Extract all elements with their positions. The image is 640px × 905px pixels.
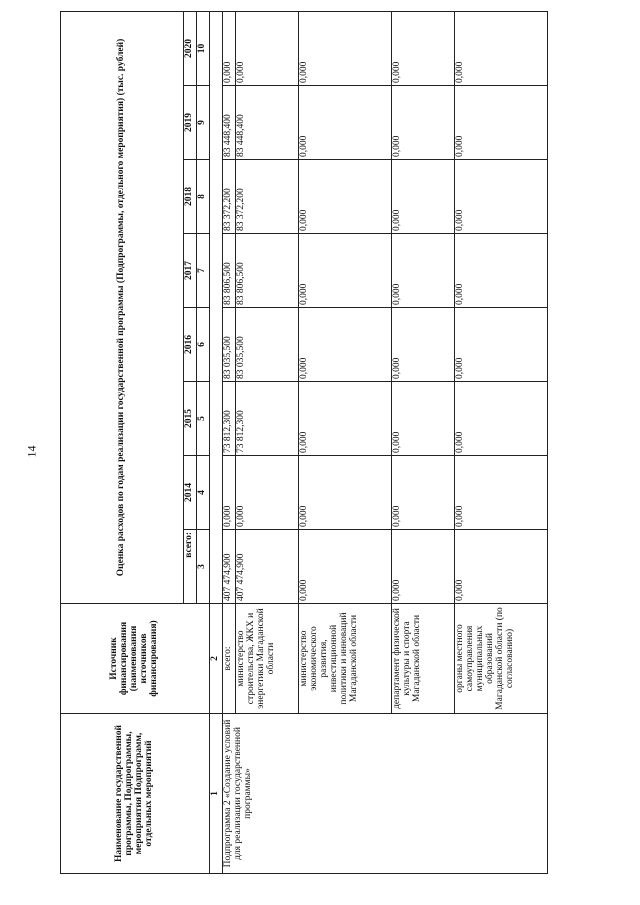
header-source: Источник финансирования (наименования источников финансирования) [61,604,210,714]
value-cell: 83 806,500 [222,234,235,308]
source-cell: министерство экономического развития, инвестиционной политики и инноваций Магаданской области [298,604,391,714]
column-number: 9 [196,86,209,160]
value-cell: 0,000 [454,382,547,456]
column-number: 1 [209,714,222,874]
header-total: всего: [184,530,197,604]
column-number: 8 [196,160,209,234]
program-name: Подпрограмма 2 «Создание условий для реализации государственной программы» [222,714,547,874]
header-year: 2015 [184,382,197,456]
column-number: 2 [209,604,222,714]
value-cell: 0,000 [391,86,454,160]
value-cell: 0,000 [391,160,454,234]
value-cell: 0,000 [391,234,454,308]
value-cell: 0,000 [391,11,454,85]
value-cell: 0,000 [222,456,235,530]
value-cell: 83 372,200 [222,160,235,234]
value-cell: 0,000 [454,86,547,160]
column-number: 3 [196,530,209,604]
value-cell: 73 812,300 [222,382,235,456]
header-year: 2016 [184,308,197,382]
column-number-row [209,11,222,873]
value-cell: 407 474,900 [235,530,298,604]
column-number: 7 [196,234,209,308]
column-number: 4 [196,456,209,530]
value-cell: 0,000 [391,382,454,456]
value-cell: 407 474,900 [222,530,235,604]
header-year: 2019 [184,86,197,160]
value-cell: 0,000 [298,160,391,234]
value-cell: 0,000 [454,530,547,604]
column-number: 5 [196,382,209,456]
header-year: 2018 [184,160,197,234]
value-cell: 0,000 [298,11,391,85]
column-number: 6 [196,308,209,382]
header-year: 2014 [184,456,197,530]
value-cell: 83 448,400 [235,86,298,160]
value-cell: 0,000 [298,530,391,604]
source-cell: всего: [222,604,235,714]
value-cell: 0,000 [454,160,547,234]
value-cell: 0,000 [298,382,391,456]
header-name: Наименование государственной программы, Подпрограммы, мероприятия Подпрограмм, отдельных мероприятий [61,714,210,874]
header-year: 2020 [184,11,197,85]
value-cell: 0,000 [391,530,454,604]
value-cell: 83 035,500 [235,308,298,382]
source-cell: департамент физической культуры и спорта Магаданской области [391,604,454,714]
value-cell: 0,000 [298,234,391,308]
source-cell: органы местного самоуправления муниципальных образований Магаданской области (по согласованию) [454,604,547,714]
value-cell: 0,000 [298,86,391,160]
header-row-1 [61,11,184,873]
header-year: 2017 [184,234,197,308]
value-cell: 0,000 [454,308,547,382]
value-cell: 0,000 [391,456,454,530]
table-row [222,11,235,873]
value-cell: 0,000 [454,11,547,85]
budget-table [60,11,548,874]
source-cell: министерство строительства, ЖКХ и энергетики Магаданской области [235,604,298,714]
value-cell: 0,000 [235,11,298,85]
value-cell: 73 812,300 [235,382,298,456]
value-cell: 83 035,500 [222,308,235,382]
value-cell: 83 448,400 [222,86,235,160]
value-cell: 0,000 [235,456,298,530]
value-cell: 83 372,200 [235,160,298,234]
column-number: 10 [196,11,209,85]
value-cell: 0,000 [454,234,547,308]
value-cell: 0,000 [454,456,547,530]
value-cell: 0,000 [298,308,391,382]
value-cell: 0,000 [222,11,235,85]
header-estimate: Оценка расходов по годам реализации государственной программы (Подпрограммы, отдельного мероприятия) (тыс. рублей) [61,11,184,603]
page-number: 14 [24,445,39,458]
value-cell: 0,000 [391,308,454,382]
value-cell: 83 806,500 [235,234,298,308]
value-cell: 0,000 [298,456,391,530]
